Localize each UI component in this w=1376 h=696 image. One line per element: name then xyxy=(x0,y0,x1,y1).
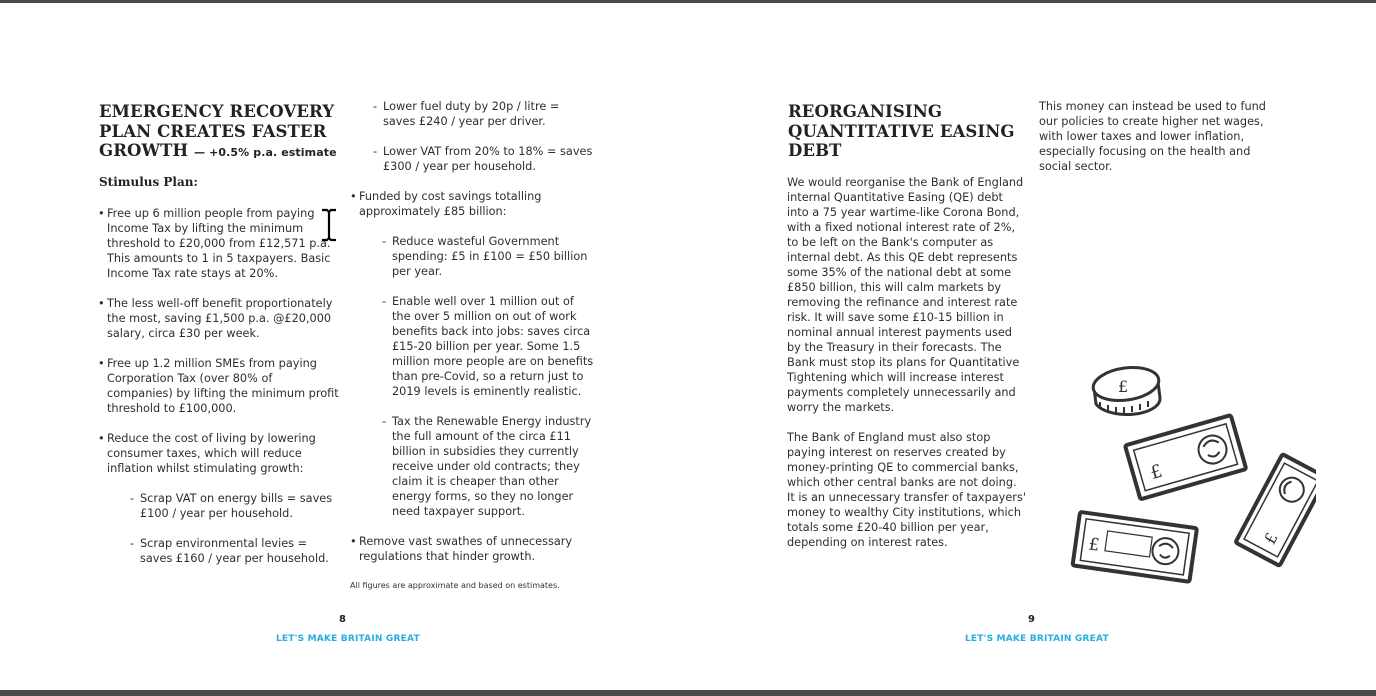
bullet-text: Free up 1.2 million SMEs from paying Corporation Tax (over 80% of companies) by lifting the minimum profit threshold to £100,000. xyxy=(107,357,339,415)
banknote-icon xyxy=(1235,454,1316,566)
list-item xyxy=(373,144,595,174)
banknote-pound-sign: £ xyxy=(1147,460,1165,485)
right-column-1 xyxy=(787,175,1027,565)
bullet-text: Remove vast swathes of unnecessary regulations that hinder growth. xyxy=(359,535,573,563)
list-item xyxy=(382,294,595,399)
coin-pound-sign: £ xyxy=(1118,377,1129,396)
list-item xyxy=(350,189,595,519)
footer-brand-left: LET'S MAKE BRITAIN GREAT xyxy=(276,634,420,644)
heading-line: DEBT xyxy=(788,141,842,160)
sub-item-text: Scrap VAT on energy bills = saves £100 / year per household. xyxy=(140,492,333,520)
page-number-left: 8 xyxy=(339,614,346,625)
heading-line: PLAN CREATES FASTER xyxy=(99,121,327,141)
top-border xyxy=(0,0,1376,3)
right-page-heading xyxy=(788,102,1018,161)
footer-brand-right: LET'S MAKE BRITAIN GREAT xyxy=(965,634,1109,644)
list-item xyxy=(130,536,341,566)
sub-item-text: Lower VAT from 20% to 18% = saves £300 / year per household. xyxy=(383,145,593,173)
consumer-tax-sublist xyxy=(130,491,341,566)
list-item xyxy=(98,296,341,341)
list-item xyxy=(373,99,595,129)
banknote-icon xyxy=(1073,512,1197,582)
bullet-text: The less well-off benefit proportionately the most, saving £1,500 p.a. @£20,000 salary, circa £30 per week. xyxy=(107,297,333,340)
list-item xyxy=(382,234,595,279)
coin-icon xyxy=(1091,364,1161,415)
funding-sublist xyxy=(382,234,595,519)
list-item xyxy=(350,534,595,564)
bullet-text: Reduce the cost of living by lowering consumer taxes, which will reduce inflation whilst stimulating growth: xyxy=(107,432,316,475)
stimulus-plan-subhead: Stimulus Plan: xyxy=(99,175,198,189)
list-item xyxy=(98,356,341,416)
text-cursor-icon xyxy=(319,208,339,242)
banknote-pound-sign: £ xyxy=(1260,529,1282,548)
sub-item-text: Reduce wasteful Government spending: £5 in £100 = £50 billion per year. xyxy=(392,235,588,278)
stimulus-bullet-list xyxy=(98,206,341,566)
sub-item-text: Tax the Renewable Energy industry the full amount of the circa £11 billion in subsidies they currently receive under old contracts; they claim it is cheaper than other energy forms, so they no longer need taxpayer support. xyxy=(392,415,592,518)
left-page-heading xyxy=(99,102,339,163)
banknote-icon xyxy=(1125,415,1246,499)
page-number-right: 9 xyxy=(1028,614,1035,625)
money-illustration xyxy=(1056,360,1316,590)
sub-item-text: Enable well over 1 million out of the over 5 million on out of work benefits back into jobs: saves circa £15-20 billion per year. Some 1.5 million more people are on benefits than pre-Covid, so a return just to 2019 levels is eminently realistic. xyxy=(392,295,594,398)
heading-estimate-note: — +0.5% p.a. estimate xyxy=(194,146,337,159)
left-column-1 xyxy=(98,206,341,581)
funding-bullet-list xyxy=(350,189,595,564)
heading-line: EMERGENCY RECOVERY xyxy=(99,102,335,121)
sub-item-text: Scrap environmental levies = saves £160 / year per household. xyxy=(140,537,329,565)
bullet-text: Funded by cost savings totalling approximately £85 billion: xyxy=(359,190,542,218)
funding-use-paragraph: This money can instead be used to fund our policies to create higher net wages, with lower taxes and lower inflation, especially focusing on the health and social sector. xyxy=(1039,100,1266,173)
figures-footnote: All figures are approximate and based on estimates. xyxy=(350,581,560,590)
qe-paragraph: We would reorganise the Bank of England internal Quantitative Easing (QE) debt into a 75 year wartime-like Corona Bond, with a fixed notional interest rate of 2%, to be left on the Bank's computer as internal debt. As this QE debt represents some 35% of the national debt at some £850 billion, this will calm markets by removing the refinance and interest rate risk. It will save some £10-15 billion in nominal annual interest payments used by the Treasury in their forecasts. The Bank must stop its plans for Quantitative Tightening which will increase interest payments completely unnecessarily and worry the markets. xyxy=(787,176,1024,414)
bottom-border xyxy=(0,690,1376,696)
fuel-vat-sublist xyxy=(373,99,595,174)
right-column-2 xyxy=(1039,99,1279,189)
reserves-paragraph: The Bank of England must also stop paying interest on reserves created by money-printing QE to commercial banks, which other central banks are not doing. It is an unnecessary transfer of taxpayers' money to wealthy City institutions, which totals some £20-40 billion per year, depending on interest rates. xyxy=(787,431,1026,549)
sub-item-text: Lower fuel duty by 20p / litre = saves £240 / year per driver. xyxy=(383,100,560,128)
heading-line: QUANTITATIVE EASING xyxy=(788,121,1015,141)
list-item xyxy=(98,431,341,566)
bullet-text: Free up 6 million people from paying Income Tax by lifting the minimum threshold to £20,000 from £12,571 p.a. This amounts to 1 in 5 taxpayers. Basic Income Tax rate stays at 20%. xyxy=(107,207,331,280)
heading-line: REORGANISING xyxy=(788,102,943,121)
left-column-2 xyxy=(350,99,595,579)
list-item xyxy=(98,206,341,281)
list-item xyxy=(130,491,341,521)
heading-line: GROWTH xyxy=(99,141,189,160)
list-item xyxy=(382,414,595,519)
banknote-pound-sign: £ xyxy=(1087,534,1101,556)
